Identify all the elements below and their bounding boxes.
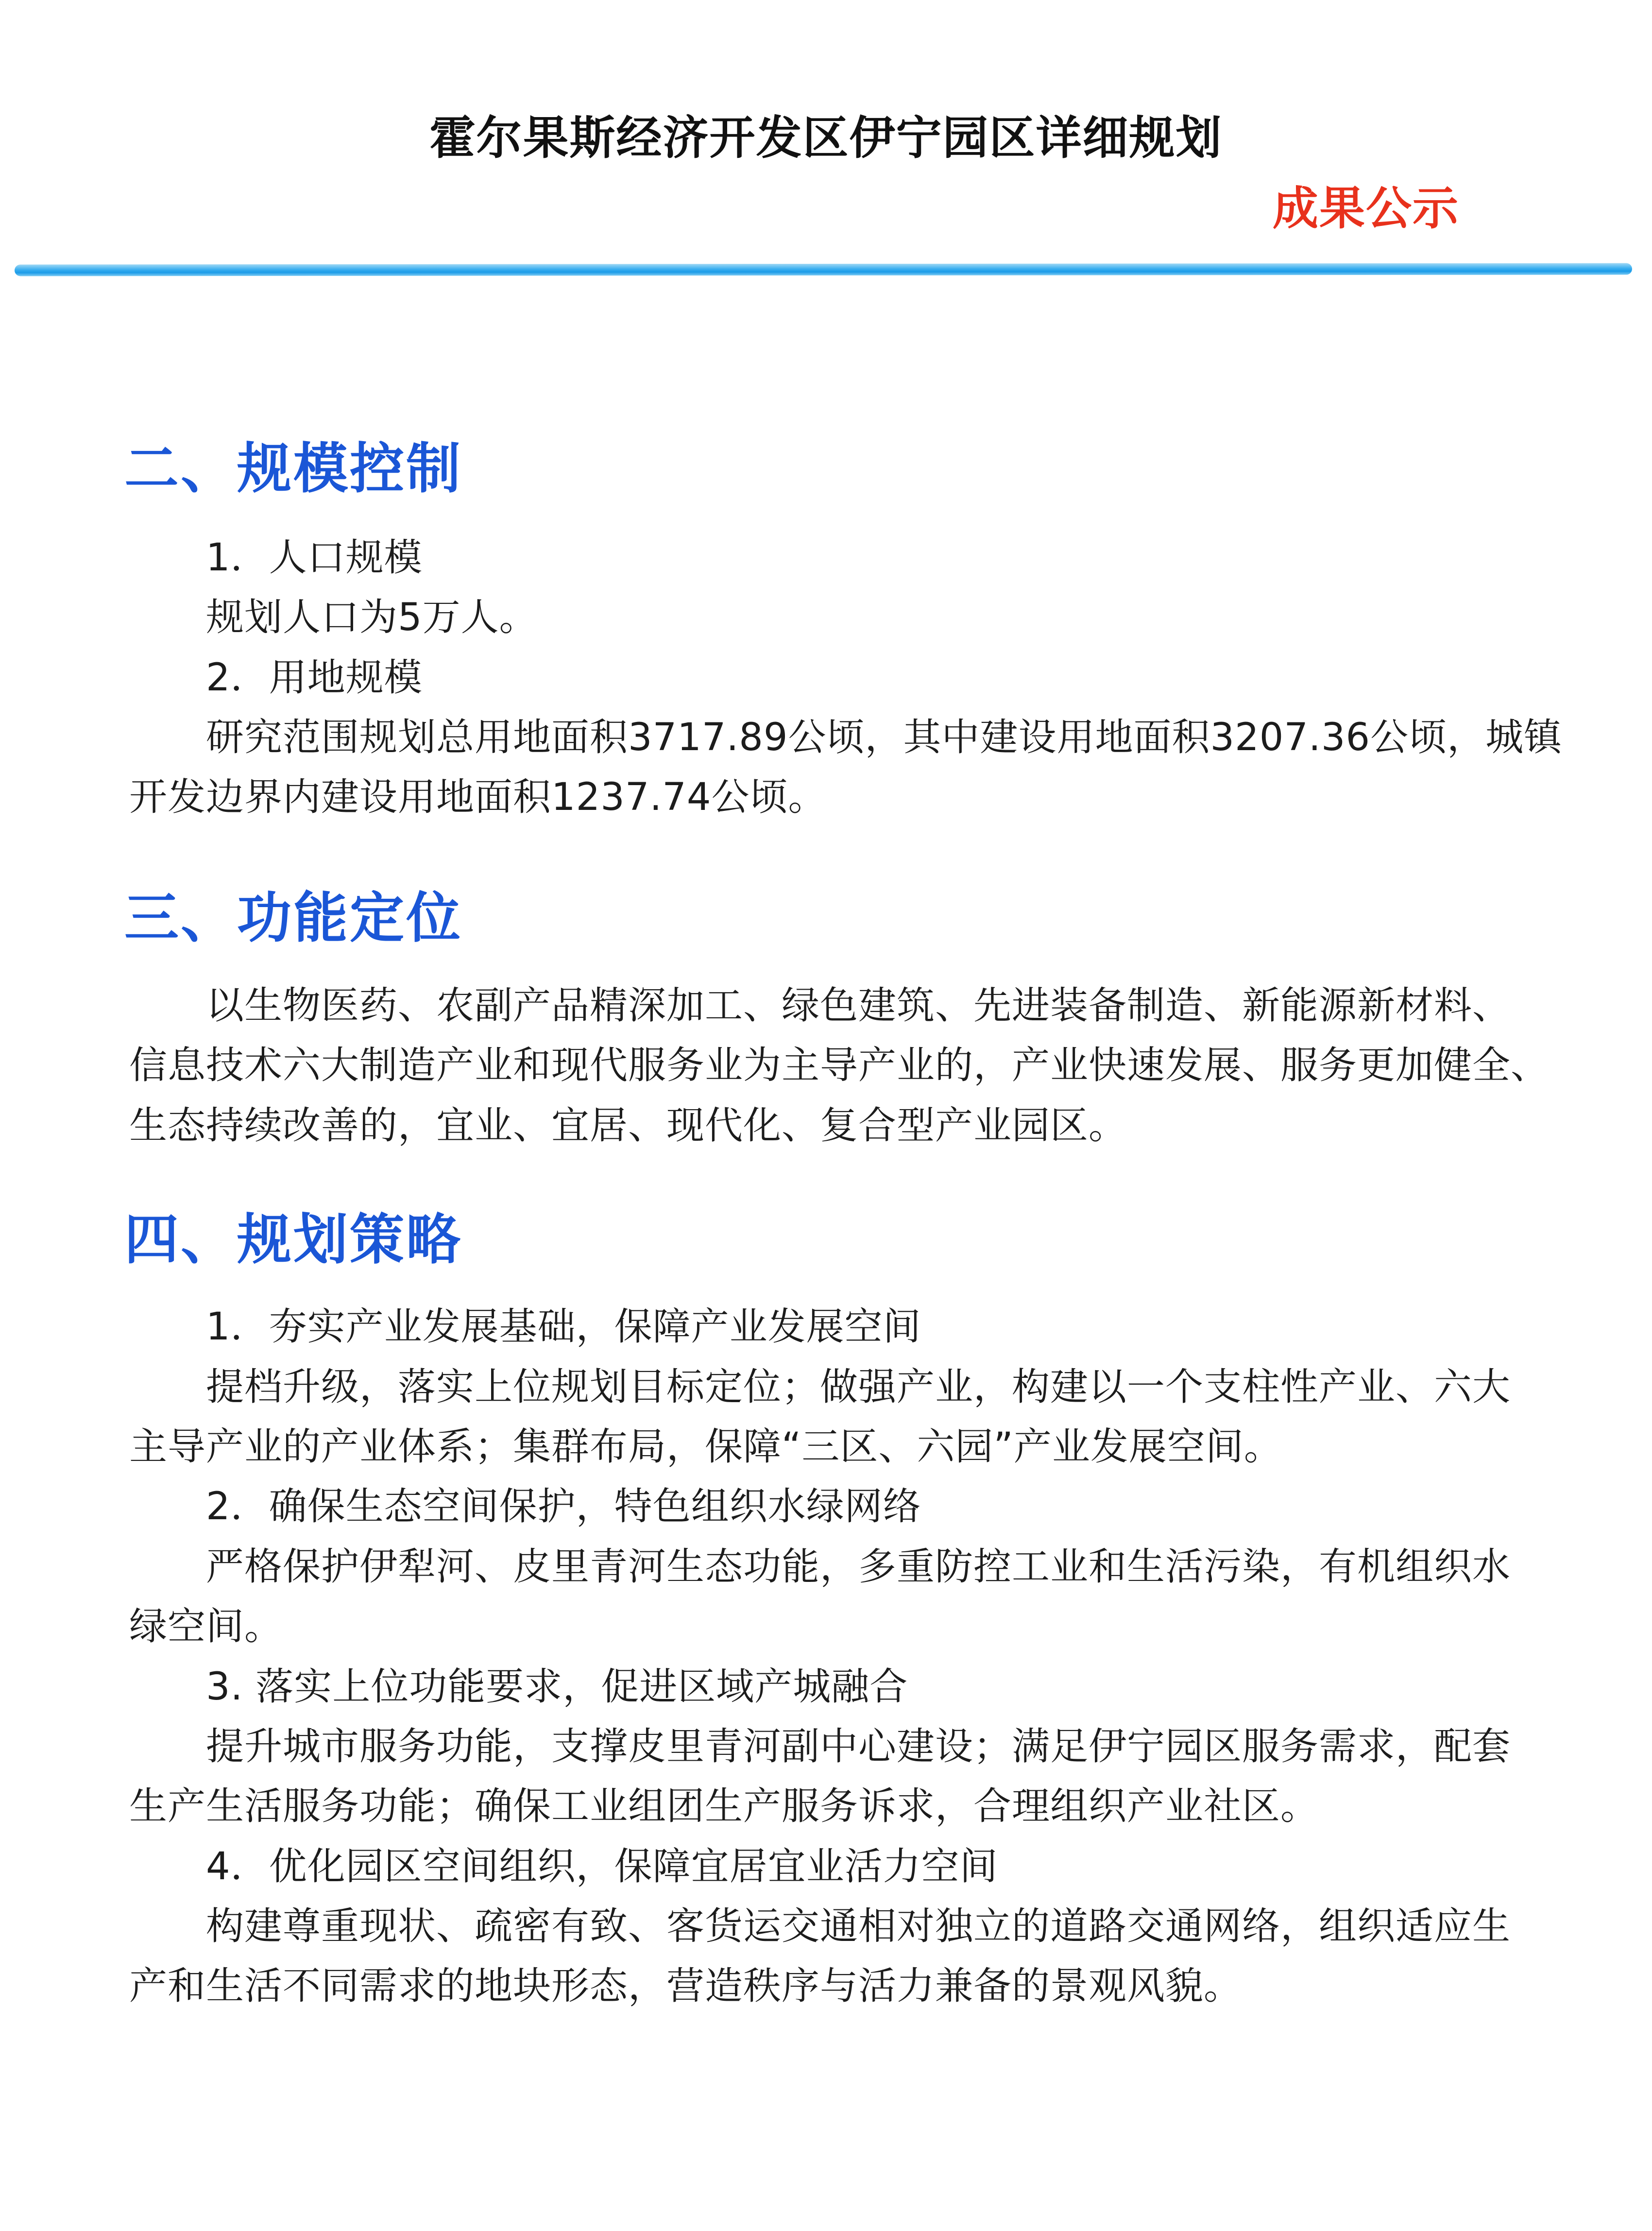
paragraph-line: 信息技术六大制造产业和现代服务业为主导产业的，产业快速发展、服务更加健全、 — [129, 1044, 1550, 1087]
paragraph-line: 开发边界内建设用地面积1237.74公顷。 — [129, 775, 827, 819]
document-title: 霍尔果斯经济开发区伊宁园区详细规划 — [429, 112, 1223, 165]
paragraph-line: 研究范围规划总用地面积3717.89公顷，其中建设用地面积3207.36公顷，城镇 — [206, 716, 1563, 759]
header-divider — [15, 263, 1632, 276]
subheading-strategy-2: 2．确保生态空间保护，特色组织水绿网络 — [206, 1485, 921, 1528]
subheading-strategy-4: 4．优化园区空间组织，保障宜居宜业活力空间 — [206, 1845, 998, 1888]
subheading-population-scale: 1．人口规模 — [206, 536, 423, 580]
paragraph-line: 以生物医药、农副产品精深加工、绿色建筑、先进装备制造、新能源新材料、 — [206, 984, 1511, 1028]
paragraph-line: 提档升级，落实上位规划目标定位；做强产业，构建以一个支柱性产业、六大 — [206, 1365, 1511, 1409]
paragraph-line: 绿空间。 — [129, 1605, 283, 1648]
paragraph-line: 产和生活不同需求的地块形态，营造秩序与活力兼备的景观风貌。 — [129, 1964, 1243, 2008]
result-publicity-label: 成果公示 — [1273, 182, 1460, 235]
paragraph-line: 生产生活服务功能；确保工业组团生产服务诉求，合理组织产业社区。 — [129, 1785, 1319, 1828]
paragraph-line: 构建尊重现状、疏密有致、客货运交通相对独立的道路交通网络，组织适应生 — [206, 1905, 1511, 1948]
section-heading-planning-strategy: 四、规划策略 — [124, 1208, 462, 1271]
subheading-land-scale: 2．用地规模 — [206, 656, 423, 700]
paragraph-line: 主导产业的产业体系；集群布局，保障“三区、六园”产业发展空间。 — [129, 1425, 1282, 1469]
subheading-strategy-3: 3. 落实上位功能要求，促进区域产城融合 — [206, 1665, 908, 1709]
paragraph-line: 生态持续改善的，宜业、宜居、现代化、复合型产业园区。 — [129, 1104, 1127, 1148]
paragraph-line: 严格保护伊犁河、皮里青河生态功能，多重防控工业和生活污染，有机组织水 — [206, 1545, 1511, 1589]
paragraph-line: 规划人口为5万人。 — [206, 596, 538, 639]
section-heading-scale-control: 二、规模控制 — [124, 437, 462, 500]
paragraph-line: 提升城市服务功能，支撑皮里青河副中心建设；满足伊宁园区服务需求，配套 — [206, 1725, 1511, 1768]
section-heading-function-positioning: 三、功能定位 — [124, 887, 462, 950]
subheading-strategy-1: 1．夯实产业发展基础，保障产业发展空间 — [206, 1305, 921, 1349]
